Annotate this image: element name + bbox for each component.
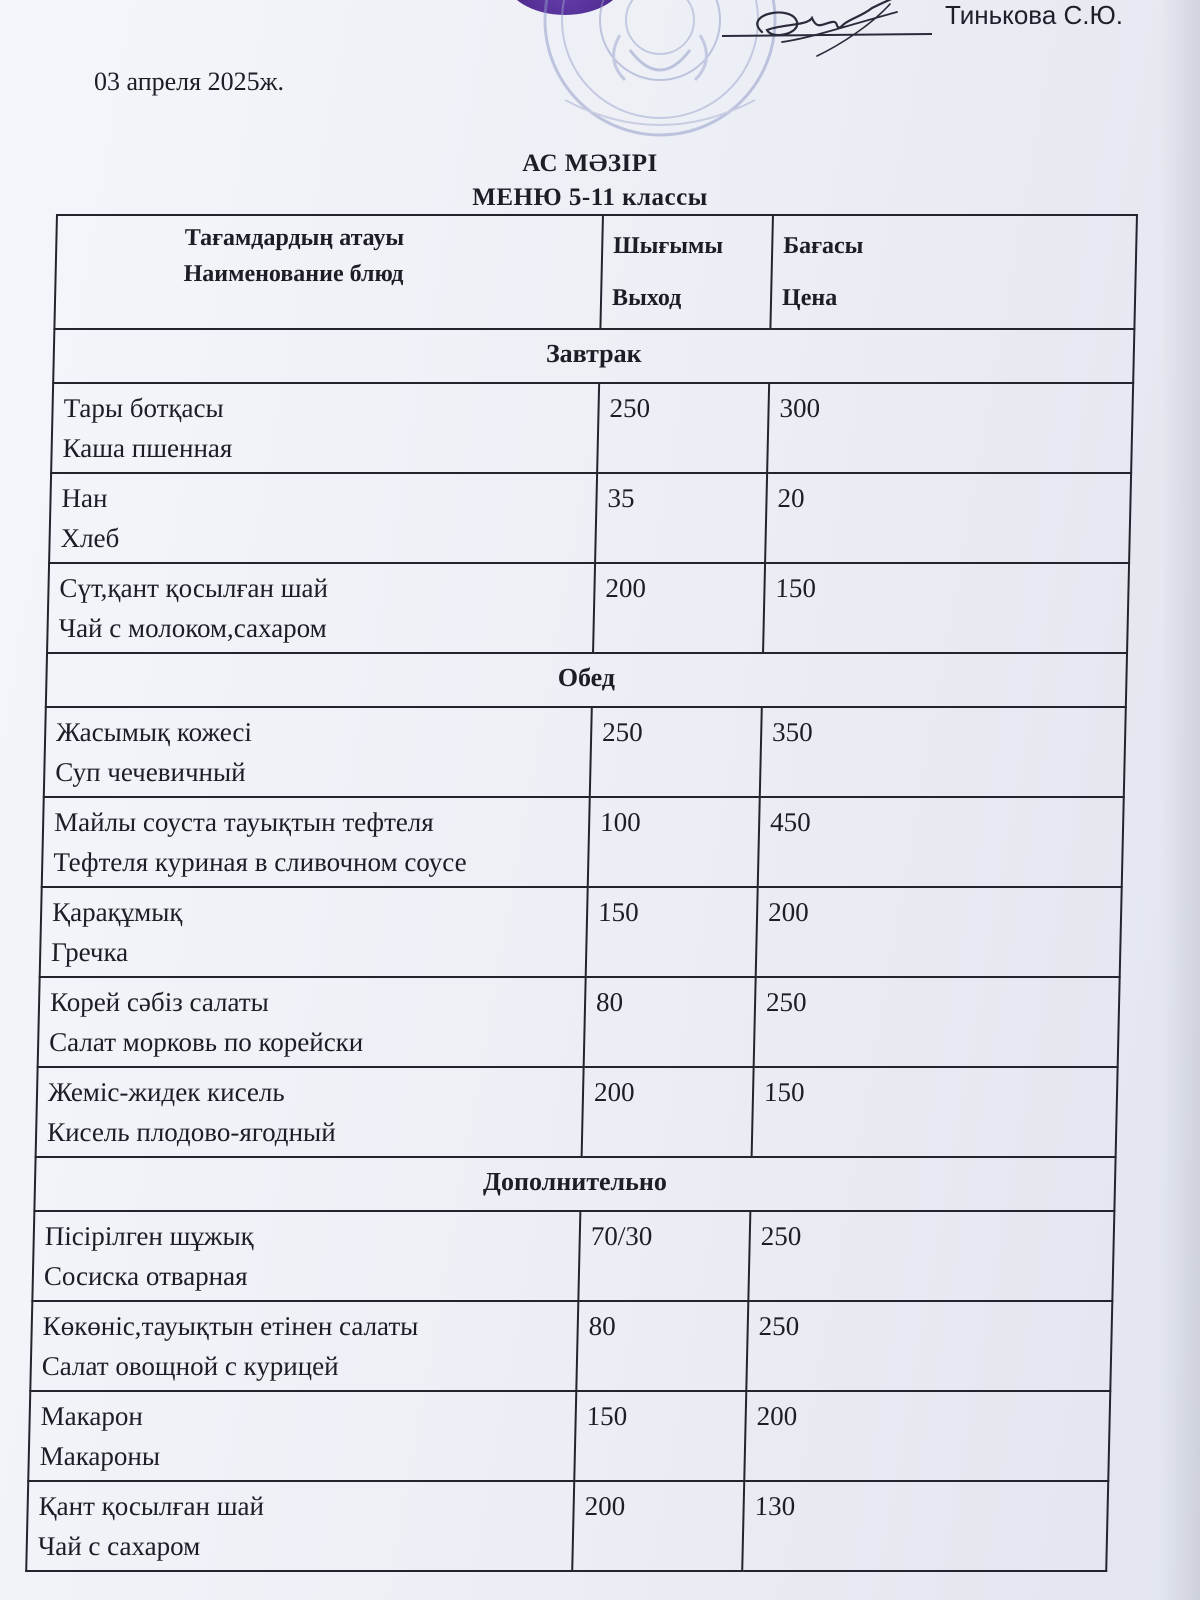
dish-price: 130 (742, 1481, 1108, 1571)
dish-name-cell (26, 1481, 574, 1571)
table-row (32, 1211, 1114, 1301)
dish-price: 200 (756, 887, 1122, 977)
table-row (44, 707, 1126, 797)
dish-yield: 100 (588, 797, 760, 887)
table-row (36, 1067, 1118, 1157)
dish-price: 250 (746, 1301, 1112, 1391)
dish-price: 350 (760, 707, 1126, 797)
menu-title-kz: АС МӘЗІРІ (522, 150, 658, 177)
dish-name-kz: Сүт,қант қосылған шай (59, 573, 329, 603)
document-date: 03 апреля 2025ж. (94, 67, 285, 96)
header-price-kz: Бағасы (782, 233, 864, 259)
header-yield-kz: Шығымы (612, 233, 724, 259)
dish-price: 20 (765, 473, 1131, 563)
table-header-row (54, 215, 1137, 329)
dish-name-ru: Гречка (50, 937, 129, 967)
dish-name-cell (36, 1067, 584, 1157)
dish-name-kz: Жеміс-жидек кисель (47, 1077, 286, 1107)
dish-price: 450 (758, 797, 1124, 887)
menu-title-ru: МЕНЮ 5-11 классы (472, 184, 708, 211)
dish-name-kz: Тары ботқасы (63, 393, 225, 423)
section-row (53, 329, 1134, 383)
signature (722, 0, 952, 64)
dish-name-cell (49, 473, 597, 563)
dish-name-cell (44, 707, 592, 797)
dish-yield: 250 (597, 383, 769, 473)
dish-price: 200 (744, 1391, 1110, 1481)
dish-price: 150 (763, 563, 1129, 653)
dish-name-ru: Тефтеля куриная в сливочном соусе (52, 847, 467, 877)
dish-name-ru: Суп чечевичный (54, 757, 246, 787)
dish-name-kz: Нан (61, 483, 108, 513)
dish-name-kz: Пісірілген шұжық (44, 1221, 255, 1251)
header-dish-name (54, 215, 603, 329)
dish-name-cell (51, 383, 599, 473)
table-row (42, 797, 1124, 887)
dish-name-kz: Корей сәбіз салаты (49, 987, 270, 1017)
dish-name-cell (32, 1211, 580, 1301)
dish-name-cell (42, 797, 590, 887)
table-row (47, 563, 1129, 653)
table-row (38, 977, 1120, 1067)
dish-yield: 200 (593, 563, 765, 653)
dish-name-cell (28, 1391, 576, 1481)
header-yield-ru: Выход (611, 285, 682, 311)
dish-name-ru: Макароны (39, 1441, 161, 1471)
section-row (46, 653, 1127, 707)
header-dish-name-kz: Тағамдардың атауы (184, 225, 405, 251)
dish-yield: 80 (584, 977, 756, 1067)
table-row (49, 473, 1131, 563)
table-row (51, 383, 1133, 473)
page-shadow (1160, 0, 1200, 1600)
dish-name-kz: Көкөніс,тауықтын етінен салаты (42, 1311, 419, 1341)
dish-name-ru: Салат морковь по корейски (48, 1027, 364, 1057)
dish-name-cell (38, 977, 586, 1067)
dish-name-ru: Салат овощной с курицей (41, 1351, 340, 1381)
dish-name-kz: Қарақұмық (51, 897, 183, 927)
section-title: Дополнительно (34, 1157, 1115, 1211)
table-row (28, 1391, 1110, 1481)
dish-price: 250 (754, 977, 1120, 1067)
header-dish-name-ru: Наименование блюд (183, 261, 404, 287)
header-yield (600, 215, 773, 329)
dish-name-kz: Жасымық кожесі (55, 717, 253, 747)
dish-price: 300 (767, 383, 1133, 473)
table-row (40, 887, 1122, 977)
table-row (30, 1301, 1112, 1391)
dish-name-ru: Сосиска отварная (43, 1261, 248, 1291)
dish-yield: 70/30 (578, 1211, 750, 1301)
section-row (34, 1157, 1115, 1211)
dish-price: 150 (752, 1067, 1118, 1157)
dish-name-kz: Макарон (40, 1401, 144, 1431)
section-title: Обед (46, 653, 1127, 707)
table-row (26, 1481, 1108, 1571)
dish-price: 250 (748, 1211, 1114, 1301)
dish-name-cell (40, 887, 588, 977)
dish-yield: 200 (582, 1067, 754, 1157)
dish-yield: 150 (574, 1391, 746, 1481)
dish-yield: 200 (572, 1481, 744, 1571)
dish-yield: 35 (595, 473, 767, 563)
dish-yield: 250 (590, 707, 762, 797)
dish-name-ru: Кисель плодово-ягодный (46, 1117, 337, 1147)
header-price (770, 215, 1137, 329)
dish-name-kz: Қант қосылған шай (38, 1491, 265, 1521)
dish-name-cell (47, 563, 595, 653)
section-title: Завтрак (53, 329, 1134, 383)
dish-yield: 80 (576, 1301, 748, 1391)
menu-table (25, 214, 1138, 1572)
dish-name-ru: Чай с сахаром (37, 1531, 201, 1561)
approver-name: Тинькова С.Ю. (945, 0, 1123, 30)
dish-name-cell (30, 1301, 578, 1391)
dish-name-ru: Чай с молоком,сахаром (58, 613, 328, 643)
header-price-ru: Цена (781, 285, 838, 311)
dish-name-kz: Майлы соуста тауықтын тефтеля (53, 807, 435, 837)
dish-yield: 150 (586, 887, 758, 977)
dish-name-ru: Каша пшенная (62, 433, 233, 463)
dish-name-ru: Хлеб (60, 523, 120, 553)
